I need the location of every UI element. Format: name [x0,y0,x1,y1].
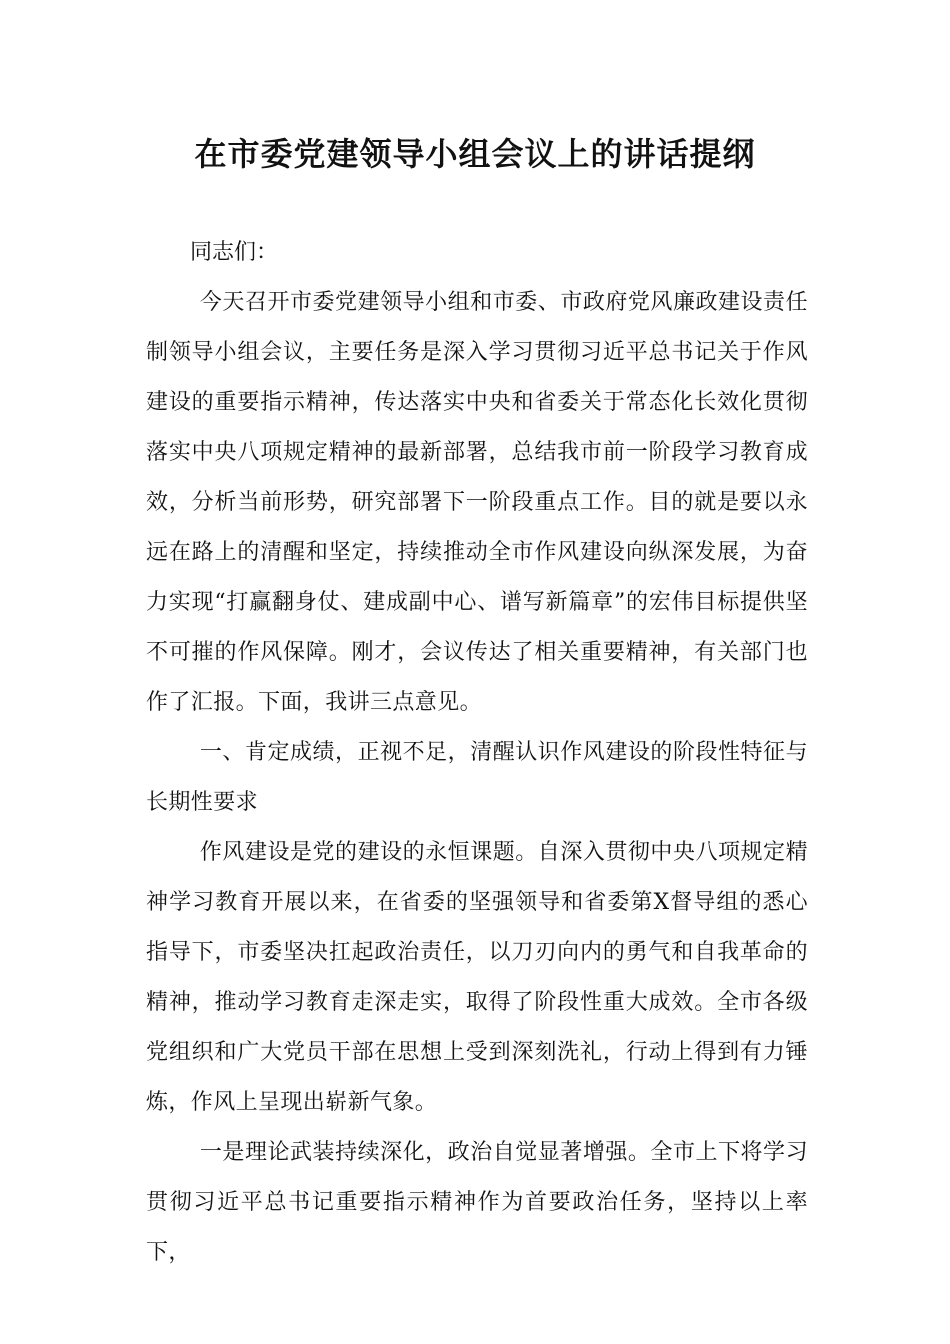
paragraph-achievements: 作风建设是党的建设的永恒课题。自深入贯彻中央八项规定精神学习教育开展以来，在省委的坚强领导和省委第X督导组的悉心指导下，市委坚决扛起政治责任，以刀刃向内的勇气和自我革命的精神，推动学习教育走深走实，取得了阶段性重大成效。全市各级党组织和广大党员干部在思想上受到深刻洗礼，行动上得到有力锤炼，作风上呈现出崭新气象。 [146,840,808,1115]
section-heading-1: 一、肯定成绩，正视不足，清醒认识作风建设的阶段性特征与长期性要求 [146,740,808,815]
paragraph-intro: 今天召开市委党建领导小组和市委、市政府党风廉政建设责任制领导小组会议，主要任务是深入学习贯彻习近平总书记关于作风建设的重要指示精神，传达落实中央和省委关于常态化长效化贯彻落实中央八项规定精神的最新部署，总结我市前一阶段学习教育成效，分析当前形势，研究部署下一阶段重点工作。目的就是要以永远在路上的清醒和坚定，持续推动全市作风建设向纵深发展，为奋力实现“打赢翻身仗、建成副中心、谱写新篇章”的宏伟目标提供坚不可摧的作风保障。刚才，会议传达了相关重要精神，有关部门也作了汇报。下面，我讲三点意见。 [146,290,808,715]
document-title: 在市委党建领导小组会议上的讲话提纲 [194,135,756,173]
document-body [146,228,808,1278]
greeting: 同志们： [190,240,279,265]
paragraph-point-1: 一是理论武装持续深化，政治自觉显著增强。全市上下将学习贯彻习近平总书记重要指示精神作为首要政治任务，坚持以上率下， [146,1140,808,1265]
